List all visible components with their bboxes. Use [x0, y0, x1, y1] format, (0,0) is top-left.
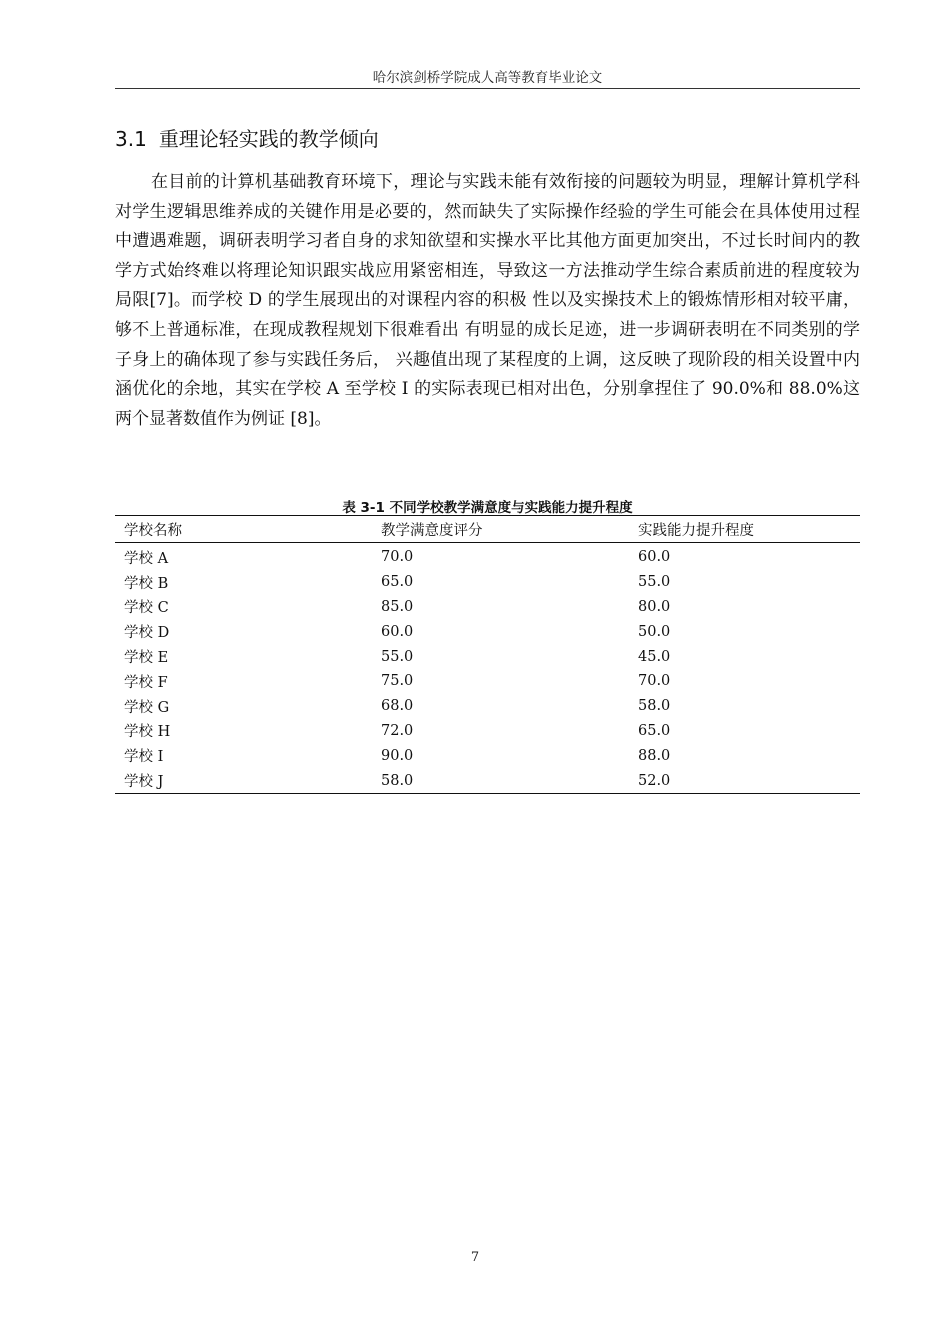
cell-school: 学校 I — [124, 749, 164, 766]
cell-school: 学校 E — [124, 650, 169, 667]
header-divider — [115, 88, 860, 89]
cell-school: 学校 D — [124, 625, 170, 642]
column-header-satisfaction: 教学满意度评分 — [381, 522, 483, 539]
section-title: 重理论轻实践的教学倾向 — [158, 127, 379, 151]
data-table — [115, 515, 860, 794]
table-row — [115, 694, 860, 719]
cell-school: 学校 B — [124, 575, 169, 592]
table-row — [115, 595, 860, 620]
table-row — [115, 768, 860, 793]
page-number: 7 — [470, 1250, 480, 1265]
cell-practice: 60.0 — [638, 549, 671, 566]
cell-satisfaction: 68.0 — [381, 698, 414, 715]
body-paragraph: 在目前的计算机基础教育环境下，理论与实践未能有效衔接的问题较为明显，理解计算机学科对学生逻辑思维养成的关键作用是必要的，然而缺失了实际操作经验的学生可能会在具体使用过程中遭遇难题，调研表明学习者自身的求知欲望和实操水平比其他方面更加突出，不过长时间内的教学方式始终难以将理论知识跟实战应用紧密相连，导致这一方法推动学生综合素质前进的程度较为局限[7]。而学校 D 的学生展现出的对课程内容的积极 性以及实操技术上的锻炼情形相对较平庸，够不上普通标准，在现成教程规划下很难看出 有明显的成长足迹，进一步调研表明在不同类别的学子身上的确体现了参与实践任务后， 兴趣值出现了某程度的上调，这反映了现阶段的相关设置中内涵优化的余地，其实在学校 A 至学校 I 的实际表现已相对出色，分别拿捏住了 90.0%和 88.0%这两个显著数值作为例证 [8]。 — [115, 172, 860, 429]
cell-satisfaction: 90.0 — [381, 747, 414, 764]
cell-school: 学校 J — [124, 774, 164, 791]
column-header-practice: 实践能力提升程度 — [638, 522, 754, 539]
cell-practice: 55.0 — [638, 574, 671, 591]
table-row — [115, 743, 860, 768]
table-row — [115, 570, 860, 595]
cell-satisfaction: 60.0 — [381, 623, 414, 640]
cell-school: 学校 G — [124, 699, 170, 716]
cell-school: 学校 A — [124, 550, 169, 567]
cell-satisfaction: 70.0 — [381, 549, 414, 566]
cell-practice: 65.0 — [638, 722, 671, 739]
table-row — [115, 719, 860, 744]
cell-school: 学校 C — [124, 600, 169, 617]
table-header-row — [115, 516, 860, 543]
cell-practice: 58.0 — [638, 698, 671, 715]
cell-practice: 50.0 — [638, 623, 671, 640]
cell-satisfaction: 65.0 — [381, 574, 414, 591]
cell-satisfaction: 72.0 — [381, 722, 414, 739]
cell-satisfaction: 75.0 — [381, 673, 414, 690]
cell-practice: 88.0 — [638, 747, 671, 764]
table-row — [115, 644, 860, 669]
table-row — [115, 669, 860, 694]
cell-satisfaction: 85.0 — [381, 598, 414, 615]
column-header-school: 学校名称 — [124, 522, 182, 539]
table-caption: 表 3-1 不同学校教学满意度与实践能力提升程度 — [342, 500, 633, 516]
cell-school: 学校 F — [124, 674, 168, 691]
cell-satisfaction: 55.0 — [381, 648, 414, 665]
table-row — [115, 543, 860, 570]
page-header-title: 哈尔滨剑桥学院成人高等教育毕业论文 — [372, 70, 603, 86]
cell-practice: 70.0 — [638, 673, 671, 690]
section-heading — [115, 123, 379, 152]
cell-practice: 52.0 — [638, 772, 671, 789]
section-number: 3.1 — [115, 127, 147, 151]
cell-practice: 45.0 — [638, 648, 671, 665]
cell-practice: 80.0 — [638, 598, 671, 615]
cell-satisfaction: 58.0 — [381, 772, 414, 789]
cell-school: 学校 H — [124, 724, 171, 741]
table-row — [115, 619, 860, 644]
